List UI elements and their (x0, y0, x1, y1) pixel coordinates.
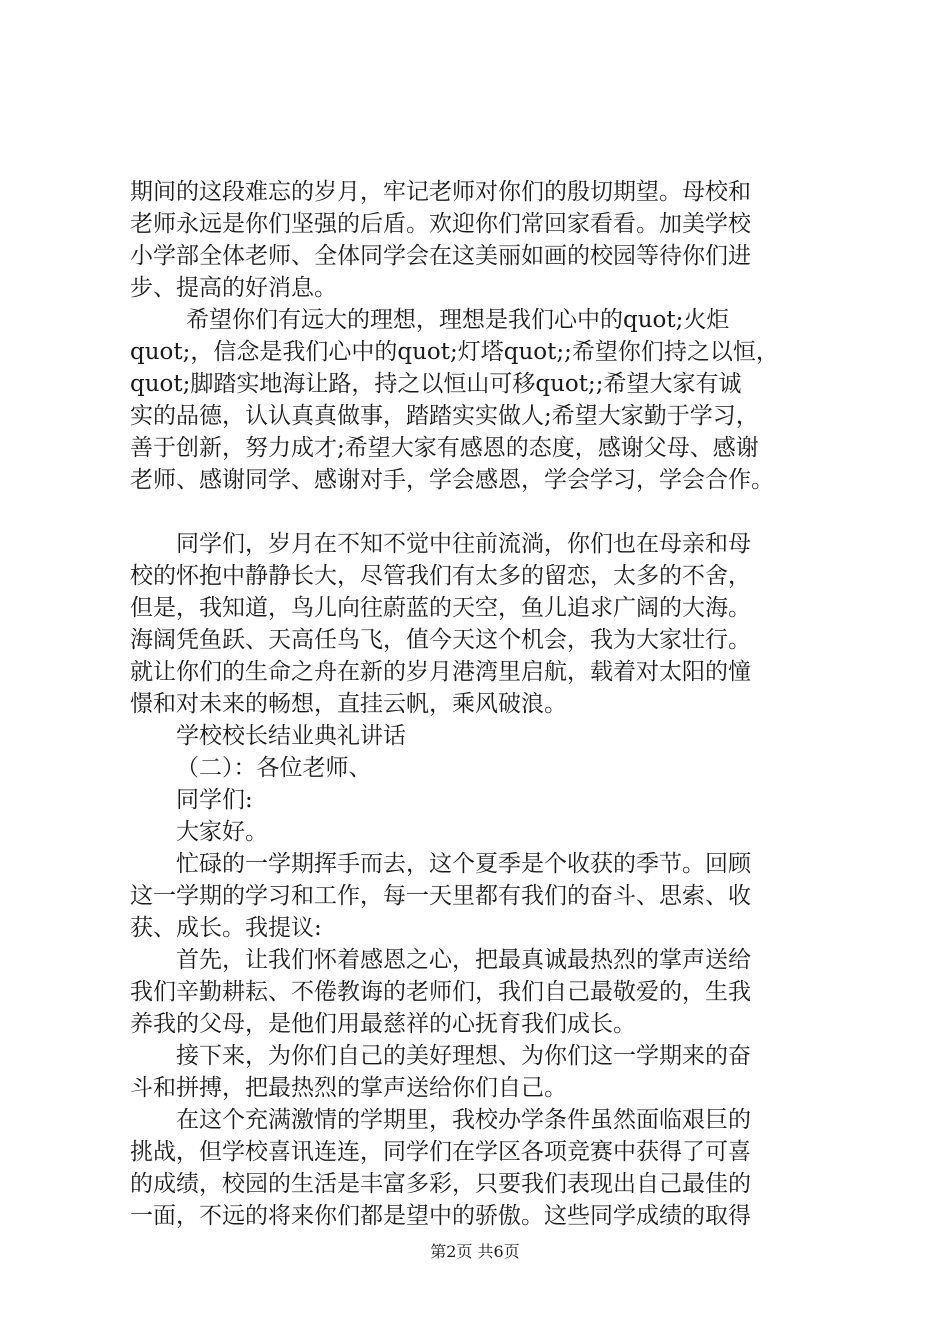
text-line: 的成绩，校园的生活是丰富多彩，只要我们表现出自己最佳的 (130, 1171, 751, 1197)
paragraph (130, 1104, 830, 1232)
text-line: 憬和对未来的畅想，直挂云帆，乘风破浪。 (130, 691, 567, 717)
page-number-footer: 第2页 共6页 (430, 1242, 520, 1261)
salutation-line: （二）：各位老师、 (176, 755, 372, 781)
text-line: 忙碌的一学期挥手而去，这个夏季是个收获的季节。回顾 (176, 851, 751, 877)
text-line: 实的品德，认认真真做事，踏踏实实做人;希望大家勤于学习， (130, 403, 759, 429)
text-line: 首先，让我们怀着感恩之心，把最真诚最热烈的掌声送给 (176, 947, 751, 973)
text-line: 同学们，岁月在不知不觉中往前流淌，你们也在母亲和母 (176, 531, 751, 557)
salutation-line: 同学们: (176, 787, 253, 813)
text-line: 我们辛勤耕耘、不倦教诲的老师们，我们自己最敬爱的，生我 (130, 979, 751, 1005)
paragraph (130, 944, 830, 1040)
paragraph (130, 304, 830, 496)
greeting-line: 大家好。 (176, 819, 268, 845)
text-line: 就让你们的生命之舟在新的岁月港湾里启航，载着对太阳的憧 (130, 659, 751, 685)
document-body (130, 176, 830, 1232)
text-line: 但是，我知道，鸟儿向往蔚蓝的天空，鱼儿追求广阔的大海。 (130, 595, 751, 621)
text-line: 老师永远是你们坚强的后盾。欢迎你们常回家看看。加美学校 (130, 211, 751, 237)
text-line: quot;，信念是我们心中的quot;灯塔quot;;希望你们持之以恒， (130, 339, 779, 365)
text-line: 在这个充满激情的学期里，我校办学条件虽然面临艰巨的 (176, 1107, 751, 1133)
paragraph (130, 176, 830, 304)
text-line: 校的怀抱中静静长大，尽管我们有太多的留恋，太多的不舍， (130, 563, 751, 589)
text-line: 接下来，为你们自己的美好理想、为你们这一学期来的奋 (176, 1043, 751, 1069)
text-line: 一面，不远的将来你们都是望中的骄傲。这些同学成绩的取得 (130, 1203, 751, 1229)
text-line: 老师、感谢同学、感谢对手，学会感恩，学会学习，学会合作。 (130, 467, 774, 493)
text-line: 获、成长。我提议: (130, 915, 322, 941)
text-line: 期间的这段难忘的岁月，牢记老师对你们的殷切期望。母校和 (130, 179, 751, 205)
text-line: 养我的父母，是他们用最慈祥的心抚育我们成长。 (130, 1011, 636, 1037)
paragraph (130, 848, 830, 944)
paragraph-gap (130, 496, 830, 528)
speech-title: 学校校长结业典礼讲话 (176, 723, 406, 749)
text-line: 海阔凭鱼跃、天高任鸟飞，值今天这个机会，我为大家壮行。 (130, 627, 751, 653)
text-line: 挑战，但学校喜讯连连，同学们在学区各项竞赛中获得了可喜 (130, 1139, 751, 1165)
paragraph (130, 528, 830, 720)
text-line: 希望你们有远大的理想，理想是我们心中的quot;火炬 (186, 307, 730, 333)
text-line: 步、提高的好消息。 (130, 275, 337, 301)
text-line: quot;脚踏实地海让路，持之以恒山可移quot;;希望大家有诚 (130, 371, 742, 397)
text-line: 小学部全体老师、全体同学会在这美丽如画的校园等待你们进 (130, 243, 751, 269)
paragraph (130, 1040, 830, 1104)
text-line: 这一学期的学习和工作，每一天里都有我们的奋斗、思索、收 (130, 883, 751, 909)
text-line: 善于创新，努力成才;希望大家有感恩的态度，感谢父母、感谢 (130, 435, 759, 461)
text-line: 斗和拼搏，把最热烈的掌声送给你们自己。 (130, 1075, 567, 1101)
